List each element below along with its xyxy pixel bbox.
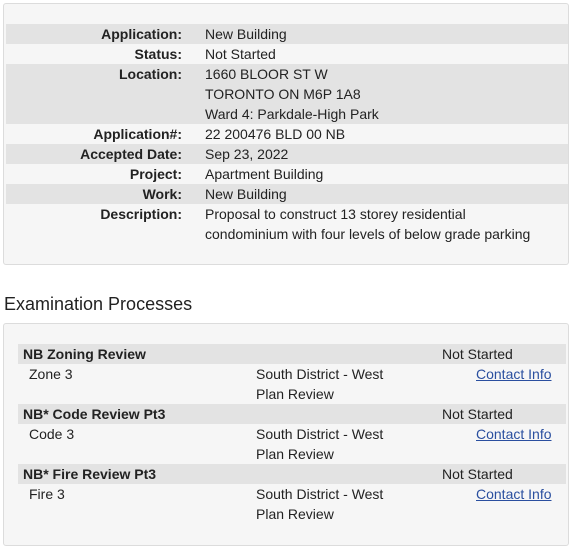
work-value: New Building xyxy=(205,186,287,202)
project-value: Apartment Building xyxy=(205,166,324,182)
detail-row-work xyxy=(6,184,568,204)
project-label: Project: xyxy=(129,166,182,182)
application-value: New Building xyxy=(205,26,287,42)
process-district-line-1: South District - West xyxy=(256,366,384,382)
detail-row-application-number xyxy=(6,124,568,144)
process-zone: Zone 3 xyxy=(29,366,73,382)
contact-info-link[interactable]: Contact Info xyxy=(476,426,552,442)
location-line-city: TORONTO ON M6P 1A8 xyxy=(205,86,361,102)
process-district-line-2: Plan Review xyxy=(256,506,334,522)
process-status: Not Started xyxy=(442,346,513,362)
process-district-line-2: Plan Review xyxy=(256,446,334,462)
application-number-value: 22 200476 BLD 00 NB xyxy=(205,126,346,142)
process-name: NB Zoning Review xyxy=(23,346,146,362)
process-status: Not Started xyxy=(442,466,513,482)
detail-row-description xyxy=(6,204,568,244)
contact-info-link[interactable]: Contact Info xyxy=(476,486,552,502)
location-value xyxy=(205,64,568,124)
location-line-street: 1660 BLOOR ST W xyxy=(205,66,328,82)
process-detail-row xyxy=(18,364,566,404)
process-district xyxy=(256,364,383,404)
process-header-row xyxy=(18,404,566,424)
detail-row-location xyxy=(6,64,568,124)
process-header-row xyxy=(18,464,566,484)
process-district xyxy=(256,484,383,524)
process-district-line-1: South District - West xyxy=(256,426,384,442)
process-name: NB* Code Review Pt3 xyxy=(23,406,166,422)
process-status: Not Started xyxy=(442,406,513,422)
process-district-line-1: South District - West xyxy=(256,486,384,502)
description-line-2: condominium with four levels of below grade parking xyxy=(205,226,531,242)
examination-processes-heading: Examination Processes xyxy=(4,294,193,314)
process-zone: Code 3 xyxy=(29,426,75,442)
location-line-ward: Ward 4: Parkdale-High Park xyxy=(205,106,379,122)
application-label: Application: xyxy=(101,26,182,42)
accepted-date-label: Accepted Date: xyxy=(80,146,182,162)
accepted-date-value: Sep 23, 2022 xyxy=(205,146,289,162)
description-value xyxy=(205,204,568,244)
detail-row-application xyxy=(6,24,568,44)
description-line-1: Proposal to construct 13 storey residential xyxy=(205,206,466,222)
work-label: Work: xyxy=(142,186,182,202)
status-label: Status: xyxy=(134,46,182,62)
detail-row-project xyxy=(6,164,568,184)
process-detail-row xyxy=(18,484,566,524)
description-label: Description: xyxy=(100,206,182,222)
process-header-row xyxy=(18,344,566,364)
process-name: NB* Fire Review Pt3 xyxy=(23,466,157,482)
process-district-line-2: Plan Review xyxy=(256,386,334,402)
status-value: Not Started xyxy=(205,46,276,62)
process-zone: Fire 3 xyxy=(29,486,65,502)
contact-info-link[interactable]: Contact Info xyxy=(476,366,552,382)
application-number-label: Application#: xyxy=(93,126,182,142)
process-detail-row xyxy=(18,424,566,464)
process-district xyxy=(256,424,383,464)
location-label: Location: xyxy=(119,66,182,82)
detail-row-accepted-date xyxy=(6,144,568,164)
detail-row-status xyxy=(6,44,568,64)
